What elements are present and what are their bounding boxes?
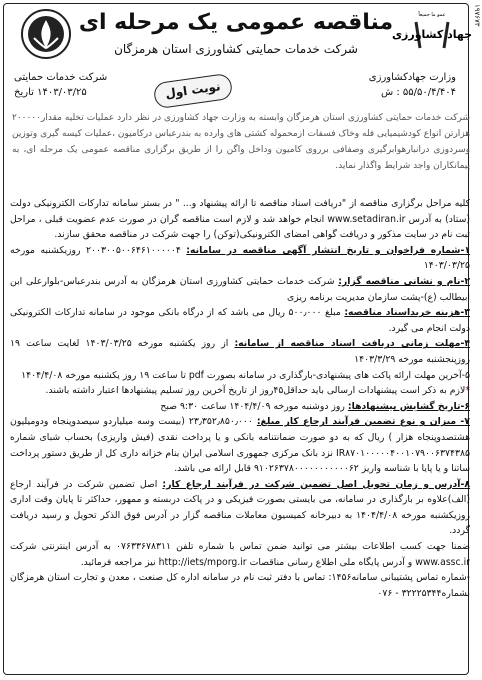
paragraph-heading: ۶-تاریخ گشایش پیشنهادها: [347,400,470,412]
paragraph-text: ۵-آخرین مهلت ارائه پاکت های پیشنهادی-بارگذاری در سامانه بصورت pdf تا ساعت ۱۹ روز یکشنبه مورخه ۱۴۰۴/۴/۰۸ [21,369,470,381]
notice-paragraph [10,243,470,274]
notice-paragraph [10,196,470,243]
paragraph-heading: ۷- میزان و نوع تضمین فرآیند ارجاع کار مبلغ: [256,416,470,428]
round-stamp: نوبت اول [153,73,234,110]
wheat-emblem-icon [391,8,473,60]
paragraph-heading: ۲-نام و نشانی مناقصه گزار: [338,275,471,287]
paragraph-text: روز دوشنبه مورخه ۱۴۰۴/۴/۰۹ ساعت ۹:۳۰ صبح [160,400,348,412]
notice-date: ۱۴۰۳/۰۳/۲۵ تاریخ [14,87,87,98]
paragraph-heading: ۳-هزینه خریداسناد مناقصه: [344,307,470,319]
notice-paragraph [10,368,470,384]
notice-paragraph [10,477,470,539]
paragraph-text: شرکت خدمات حمایتی کشاورزی استان هرمزگان به آدرس بندرعباس-بلوارعلی ابن ابیطالب (ع)-پشت سازمان مدیریت برنامه ریزی [10,275,470,303]
notice-paragraph [10,570,470,601]
notice-paragraph [10,399,470,415]
asterisk-icon: * [465,385,470,397]
paragraph-text: -شماره تماس پشتیبانی سامانه۱۴۵۶: تماس با دفتر ثبت نام در سامانه اداره کل صنعت ، معدن و تجارت استان هرمزگان بشماره۳۲۲۲۵۳۴۴ - ۰۷۶ [10,572,471,599]
paragraph-text: مبلغ ۵۰۰٫۰۰۰ ریال می باشد که از درگاه بانکی موجود در سامانه تدارکات الکترونیکی دولت انجام می گیرد. [10,307,470,334]
notice-paragraph [10,383,470,399]
notice-paragraph [10,414,470,476]
company-label: شرکت خدمات حمایتی [14,72,108,83]
logo-small-text: عمو ما جمیعاً [418,12,446,18]
header-left-info [14,70,109,100]
notice-body [10,196,470,601]
notice-subtitle: شرکت خدمات حمایتی کشاورزی استان هرمزگان [114,42,358,56]
paragraph-heading: ۴-مهلت زمانی دریافت اسناد مناقصه از سامانه: [234,338,471,350]
notice-paragraph [10,305,470,336]
notice-title: مناقصه عمومی یک مرحله ای [78,10,394,35]
paragraph-text: ۲۰۰۳۰۰۵۰۰۶۴۶۱۰۰۰۰۰۴ روزیکشنبه مورخه ۱۴۰۳/۰۳/۲۵ [10,244,470,272]
company-logo [20,8,72,60]
logo-text: جهاد کشاورزی [391,28,473,41]
intro-paragraph: شرکت خدمات حمایتی کشاورزی استان هرمزگان وابسته به وزارت جهاد کشاورزی در نظر دارد عملیات تخلیه مقدار۲۰۰۰۰۰ هزارتن انواع کودشیمیایی فله وخاک فسفات ازمحموله کشتی های وارده به بندرعباس درکامیون ،عملیات کیسه گیری وتوزین وسردوزی درانبارهوابرگیری وصفافی برروی کامیون وداخل واگن را از طریق برگزاری مناقصه عمومی یک مرحله ای، به پیمانکاران واجد شرایط واگذار نماید. [12,113,470,171]
header-right-info [316,70,456,100]
paragraph-text: اصل تضمین شرکت در فرآیند ارجاع (الف)علاوه بر بارگذاری در سامانه، می بایستی بصورت فیزیکی و در پاکت دربسته و ممهور، حداکثر تا پایان وقت اداری روزیکشنبه مورخه ۱۴۰۴/۴/۰۸ به دبیرخانه کمیسیون معاملات مناقصه گزار در آدرس فوق الذکر تحویل و رسید دریافت گردد. [10,478,470,537]
side-code: ۱۹۷۶۷۳ [473,4,481,27]
paragraph-text: ضمنا جهت کسب اطلاعات بیشتر می توانید ضمن تماس با شماره تلفن ۰۷۶۳۳۶۷۸۳۱۱ به آدرس اینترنتی شرکت www.assc.ir و آدرس پایگاه ملی اطلاع رسانی مناقصات http://iets/mporg.ir نیز مراجعه فرمائید. [10,541,470,568]
paragraph-text: لازم به ذکر است پیشنهادات ارسالی باید حداقل۴۵روز از تاریخ آخرین روز تسلیم پیشنهادها اعتبار داشته باشند. [45,385,466,397]
notice-paragraph [10,274,470,305]
paragraph-text: کلیه مراحل برگزاری مناقصه از "دریافت اسناد مناقصه تا ارائه پیشنهاد و... " در بستر سامانه تدارکات الکترونیکی دولت (ستاد) به آدرس www.setadiran.ir انجام خواهد شد و لازم است مناقصه گران در صورت عدم عضویت قبلی ، مراحل ثبت نام در سایت مذکور و دریافت گواهی امضای الکترونیکی(توکن) را جهت شرکت در مناقصه محقق سازند. [10,198,470,241]
letter-number: ۵۵/۵۰/۴/۴۰۴ : ش [380,87,456,98]
notice-paragraph [10,539,470,570]
notice-paragraph [10,336,470,367]
paragraph-text: از روز یکشنبه مورخه ۱۴۰۳/۰۳/۲۵ لغایت ساعت ۱۹ روزپنجشنبه مورخه ۱۴۰۳/۳/۲۹ [10,338,470,365]
paragraph-text: ۲۳٫۳۵۲٫۸۵۰٫۰۰۰ (بیست وسه میلیاردو سیصدوپنجاه ودومیلیون هشتصدوپنجاه هزار ) ریال که به دو صورت ضمانتنامه بانکی و یا پرداخت نقدی (فیش واریزی) بحساب شبای شماره IR۸۷۰۱۰۰۰۰۰۴۰۰۱۰۷۹۰۰۶۳۷۴۳۸۵ نزد بانک مرکزی جمهوری اسلامی ایران بنام خزانه داری کل از طریق دستور پرداخت ساتنا و یا پایا با شناسه واریز ۹۱۰۲۶۳۷۸۰۰۰۰۰۰۰۰۰۰۰۶۲ قابل ارائه می باشد. [10,416,470,475]
paragraph-heading: ۸-آدرس و زمان تحویل اصل تضمین شرکت در فرآیند ارجاع کار: [162,478,471,490]
ministry-label: وزارت جهادکشاورزی [368,72,456,83]
paragraph-heading: ۱-شماره فراخوان و تاریخ انتشار آگهی مناقصه در سامانه: [186,244,470,256]
ministry-logo [391,8,473,60]
notice-header [6,6,473,106]
